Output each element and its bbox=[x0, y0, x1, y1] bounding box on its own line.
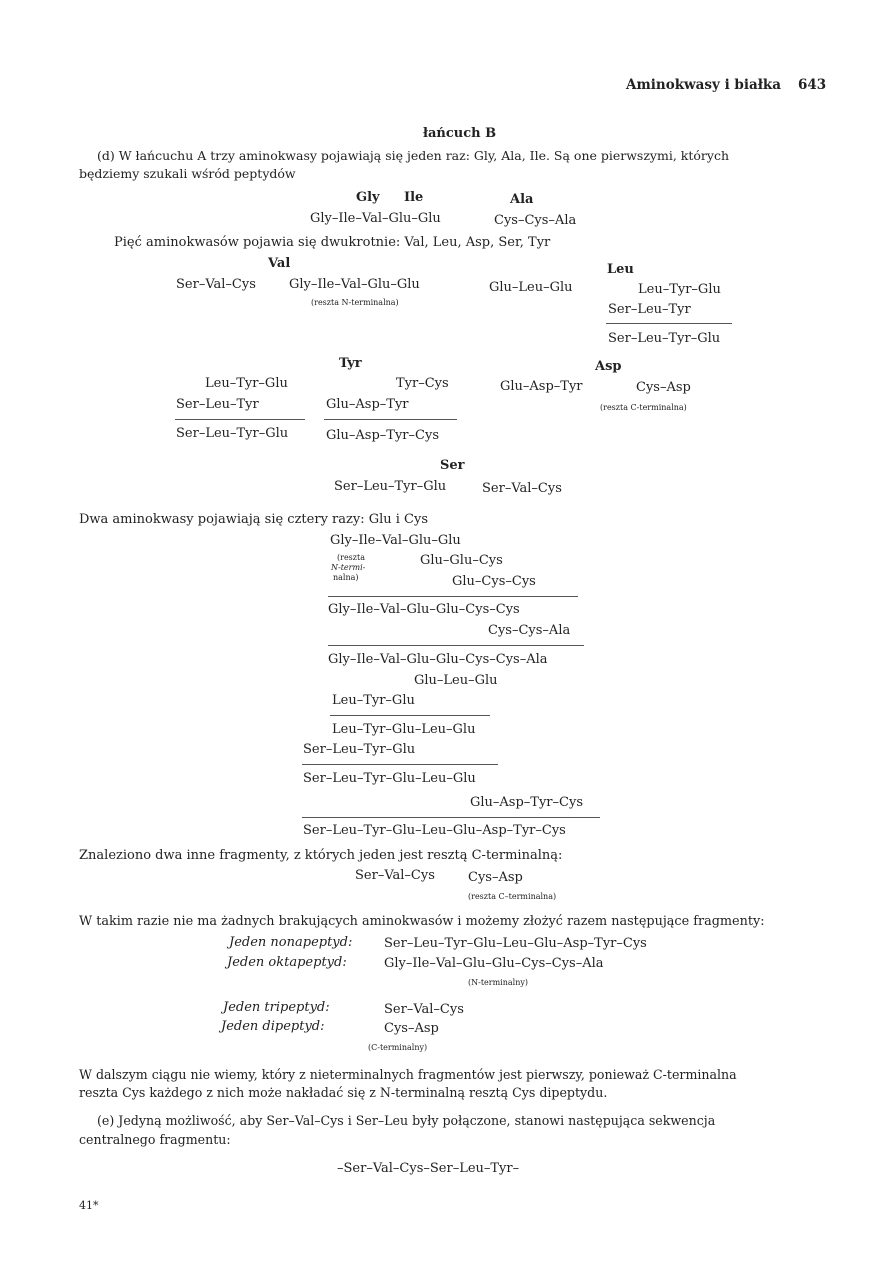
ser-fragment-2: Ser–Val–Cys bbox=[482, 481, 562, 496]
leu-merge-rule bbox=[606, 323, 732, 324]
assembly-row-3: Glu–Cys–Cys bbox=[452, 574, 536, 589]
ser-fragment-1: Ser–Leu–Tyr–Glu bbox=[334, 479, 447, 494]
assembly-row-4: Gly–Ile–Val–Glu–Glu–Cys–Cys bbox=[328, 602, 520, 617]
missing-intro: W takim razie nie ma żadnych brakujących aminokwasów i możemy złożyć razem następujące fragmenty: bbox=[79, 914, 765, 929]
summary-note-dipeptide: (C-terminalny) bbox=[368, 1043, 428, 1052]
val-note: (reszta N-terminalna) bbox=[311, 298, 399, 307]
assembly-rule-1 bbox=[328, 596, 578, 597]
assembly-row-11: Ser–Leu–Tyr–Glu–Leu–Glu bbox=[303, 771, 476, 786]
val-fragment-1: Ser–Val–Cys bbox=[176, 277, 256, 292]
summary-label-tripeptide: Jeden tripeptyd: bbox=[223, 1000, 330, 1015]
tyr-fragment-1: Tyr–Cys bbox=[396, 376, 449, 391]
leu-merged: Ser–Leu–Tyr–Glu bbox=[608, 331, 721, 346]
summary-note-octapeptide: (N-terminalny) bbox=[468, 978, 529, 987]
label-ala: Ala bbox=[510, 192, 534, 207]
asp-fragment-2: Cys–Asp bbox=[636, 380, 691, 395]
assembly-row-9: Leu–Tyr–Glu–Leu–Glu bbox=[332, 722, 476, 737]
label-tyr: Tyr bbox=[339, 356, 362, 371]
assembly-row-7: Glu–Leu–Glu bbox=[414, 673, 498, 688]
fragment-once-b: Cys–Cys–Ala bbox=[494, 213, 577, 228]
other-fragment-1: Ser–Val–Cys bbox=[355, 868, 435, 883]
fragment-once-a: Gly–Ile–Val–Glu–Glu bbox=[310, 211, 441, 226]
assembly-row-12: Glu–Asp–Tyr–Cys bbox=[470, 795, 583, 810]
summary-value-dipeptide: Cys–Asp bbox=[384, 1021, 439, 1036]
assembly-note-2: N-termi- bbox=[331, 563, 366, 572]
assembly-row-5: Cys–Cys–Ala bbox=[488, 623, 571, 638]
left-merge-rule bbox=[175, 419, 305, 420]
asp-note: (reszta C-terminalna) bbox=[600, 403, 687, 412]
tyr-merged: Glu–Asp–Tyr–Cys bbox=[326, 428, 439, 443]
label-ile: Ile bbox=[404, 190, 424, 205]
twice-intro: Pięć aminokwasów pojawia się dwukrotnie: Val, Leu, Asp, Ser, Tyr bbox=[114, 235, 551, 250]
chain-heading: łańcuch B bbox=[423, 126, 497, 141]
assembly-row-2: Glu–Glu–Cys bbox=[420, 553, 503, 568]
part-d-intro-line1: (d) W łańcuchu A trzy aminokwasy pojawiają się jeden raz: Gly, Ala, Ile. Są one pierwszymi, których bbox=[97, 148, 730, 163]
left-merged: Ser–Leu–Tyr–Glu bbox=[176, 426, 289, 441]
assembly-rule-4 bbox=[302, 764, 498, 765]
summary-label-nonapeptide: Jeden nonapeptyd: bbox=[229, 935, 353, 950]
assembly-note-3: nalna) bbox=[333, 573, 359, 582]
part-e-sequence: –Ser–Val–Cys–Ser–Leu–Tyr– bbox=[337, 1161, 520, 1176]
assembly-row-1: Gly–Ile–Val–Glu–Glu bbox=[330, 533, 461, 548]
label-gly: Gly bbox=[356, 190, 380, 205]
summary-value-nonapeptide: Ser–Leu–Tyr–Glu–Leu–Glu–Asp–Tyr–Cys bbox=[384, 936, 647, 951]
assembly-row-8: Leu–Tyr–Glu bbox=[332, 693, 415, 708]
other-intro: Znaleziono dwa inne fragmenty, z których jeden jest resztą C-terminalną: bbox=[79, 848, 563, 863]
conclusion-line2: reszta Cys każdego z nich może nakładać się z N-terminalną resztą Cys dipeptydu. bbox=[79, 1085, 608, 1100]
val-fragment-2: Gly–Ile–Val–Glu–Glu bbox=[289, 277, 420, 292]
label-val: Val bbox=[268, 256, 291, 271]
assembly-rule-3 bbox=[330, 715, 490, 716]
assembly-rule-2 bbox=[328, 645, 584, 646]
assembly-note-1: (reszta bbox=[337, 553, 365, 562]
label-leu: Leu bbox=[607, 262, 634, 277]
asp-fragment-1: Glu–Asp–Tyr bbox=[500, 379, 583, 394]
assembly-row-10: Ser–Leu–Tyr–Glu bbox=[303, 742, 416, 757]
assembly-rule-5 bbox=[302, 817, 600, 818]
label-asp: Asp bbox=[595, 359, 622, 374]
tyr-fragment-2: Glu–Asp–Tyr bbox=[326, 397, 409, 412]
left-fragment-1: Leu–Tyr–Glu bbox=[205, 376, 288, 391]
assembly-row-6: Gly–Ile–Val–Glu–Glu–Cys–Cys–Ala bbox=[328, 652, 548, 667]
part-e-line2: centralnego fragmentu: bbox=[79, 1132, 231, 1147]
signature-mark: 41* bbox=[79, 1199, 99, 1212]
part-e-line1: (e) Jedyną możliwość, aby Ser–Val–Cys i Ser–Leu były połączone, stanowi następująca sekwencja bbox=[97, 1113, 716, 1128]
other-fragment-2: Cys–Asp bbox=[468, 870, 523, 885]
assembly-row-13: Ser–Leu–Tyr–Glu–Leu–Glu–Asp–Tyr–Cys bbox=[303, 823, 566, 838]
summary-label-octapeptide: Jeden oktapeptyd: bbox=[227, 955, 347, 970]
other-note: (reszta C–terminalna) bbox=[468, 892, 557, 901]
label-ser: Ser bbox=[440, 458, 465, 473]
summary-value-tripeptide: Ser–Val–Cys bbox=[384, 1002, 464, 1017]
leu-fragment-2: Leu–Tyr–Glu bbox=[638, 282, 721, 297]
left-fragment-2: Ser–Leu–Tyr bbox=[176, 397, 259, 412]
leu-fragment-3: Ser–Leu–Tyr bbox=[608, 302, 691, 317]
page-number: 643 bbox=[798, 77, 827, 93]
part-d-intro-line2: będziemy szukali wśród peptydów bbox=[79, 166, 296, 181]
conclusion-line1: W dalszym ciągu nie wiemy, który z nieterminalnych fragmentów jest pierwszy, ponieważ C-terminalna bbox=[79, 1067, 737, 1082]
running-title: Aminokwasy i białka bbox=[626, 77, 782, 93]
leu-fragment-1: Glu–Leu–Glu bbox=[489, 280, 573, 295]
four-intro: Dwa aminokwasy pojawiają się cztery razy: Glu i Cys bbox=[79, 512, 429, 527]
tyr-merge-rule bbox=[324, 419, 457, 420]
summary-label-dipeptide: Jeden dipeptyd: bbox=[221, 1019, 325, 1034]
summary-value-octapeptide: Gly–Ile–Val–Glu–Glu–Cys–Cys–Ala bbox=[384, 956, 604, 971]
